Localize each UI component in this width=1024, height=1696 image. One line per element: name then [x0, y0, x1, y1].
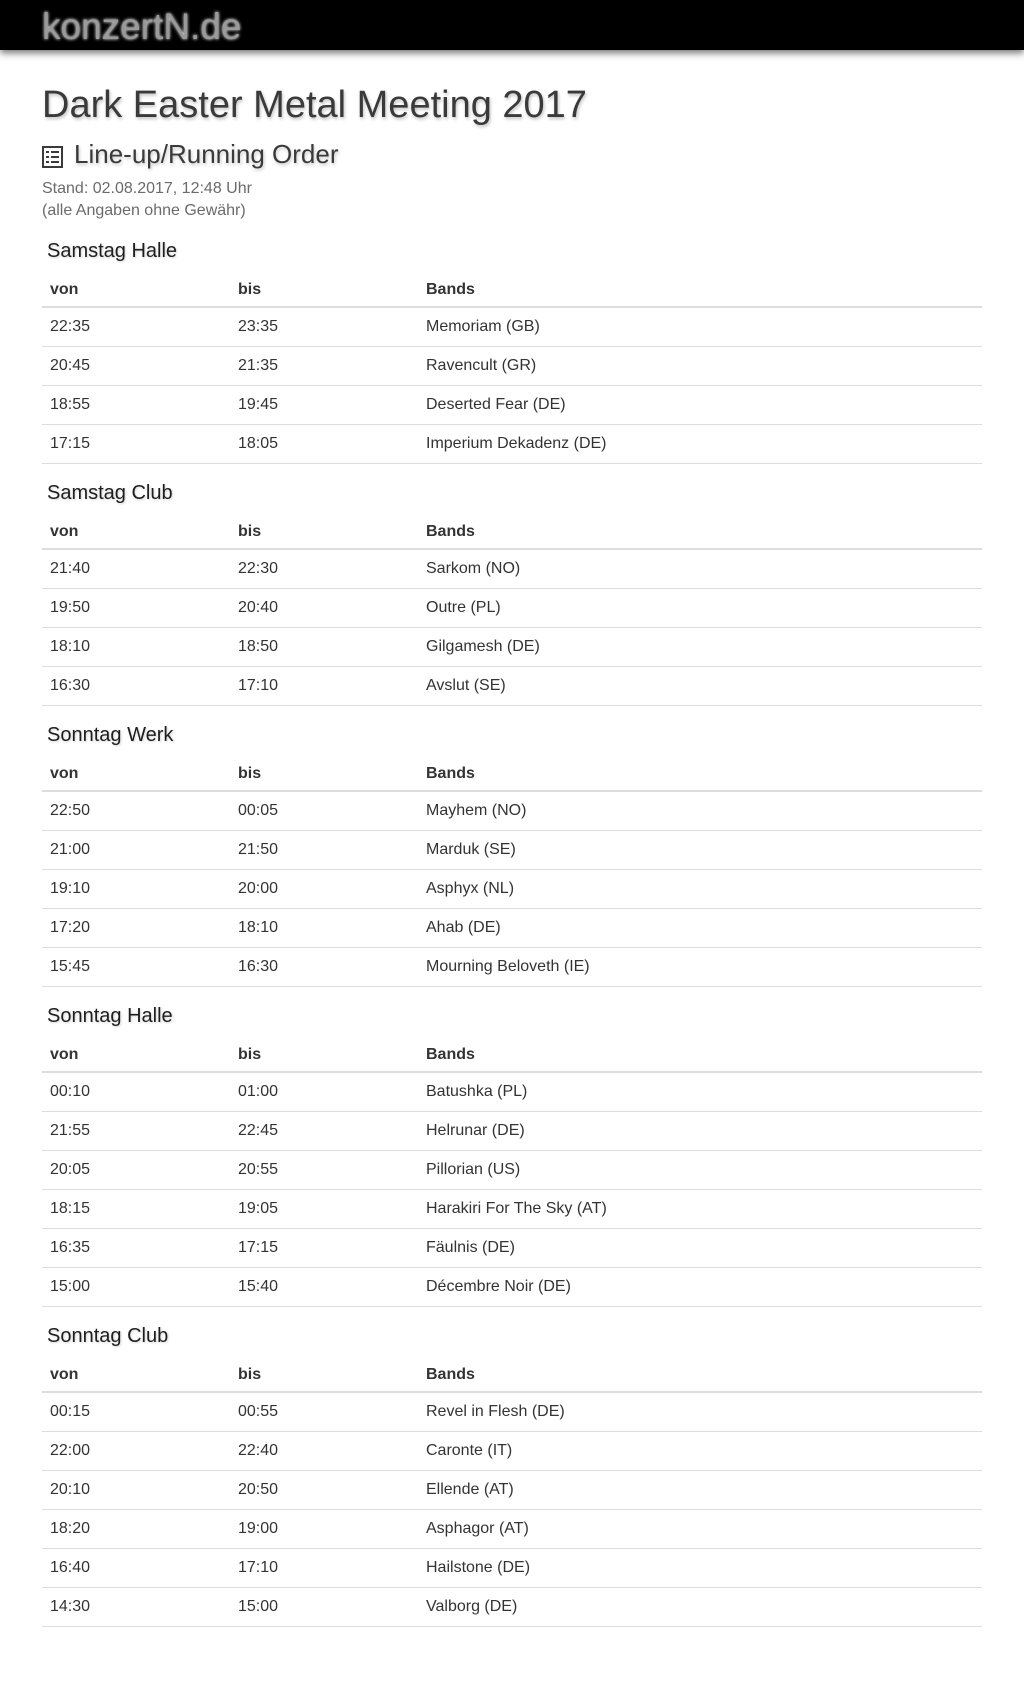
column-header-bis: bis: [230, 515, 418, 549]
table-header-row: [42, 757, 982, 791]
column-header-bands: Bands: [418, 757, 982, 791]
table-header-row: [42, 273, 982, 307]
table-row: [42, 870, 982, 909]
stage-title: Sonntag Halle: [47, 1005, 173, 1027]
start-time-cell: 21:00: [42, 831, 230, 870]
stages-container: [42, 238, 982, 1627]
start-time-cell: 17:20: [42, 909, 230, 948]
band-cell: Asphyx (NL): [418, 870, 982, 909]
column-header-bis: bis: [230, 1358, 418, 1392]
end-time-cell: 20:00: [230, 870, 418, 909]
band-cell: Memoriam (GB): [418, 307, 982, 347]
column-header-bis: bis: [230, 273, 418, 307]
end-time-cell: 20:55: [230, 1151, 418, 1190]
stand-text: Stand: 02.08.2017, 12:48 Uhr: [42, 180, 252, 197]
column-header-bis: bis: [230, 757, 418, 791]
start-time-cell: 20:05: [42, 1151, 230, 1190]
column-header-von: von: [42, 1038, 230, 1072]
table-row: [42, 347, 982, 386]
band-cell: Ellende (AT): [418, 1471, 982, 1510]
band-cell: Revel in Flesh (DE): [418, 1392, 982, 1432]
band-cell: Décembre Noir (DE): [418, 1268, 982, 1307]
table-row: [42, 831, 982, 870]
stage-title: Samstag Club: [47, 482, 173, 504]
lineup-heading: [42, 138, 982, 170]
schedule-table: [42, 1038, 982, 1307]
column-header-bands: Bands: [418, 515, 982, 549]
band-cell: Fäulnis (DE): [418, 1229, 982, 1268]
start-time-cell: 20:10: [42, 1471, 230, 1510]
start-time-cell: 16:40: [42, 1549, 230, 1588]
column-header-bands: Bands: [418, 1358, 982, 1392]
stage-title: Sonntag Club: [47, 1325, 169, 1347]
schedule-table: [42, 273, 982, 464]
band-cell: Hailstone (DE): [418, 1549, 982, 1588]
table-row: [42, 1588, 982, 1627]
stage-title: Samstag Halle: [47, 240, 178, 262]
band-cell: Avslut (SE): [418, 667, 982, 706]
band-cell: Helrunar (DE): [418, 1112, 982, 1151]
list-icon: [42, 143, 63, 165]
schedule-table: [42, 757, 982, 987]
start-time-cell: 19:50: [42, 589, 230, 628]
table-row: [42, 589, 982, 628]
meta-info: [42, 178, 982, 222]
table-row: [42, 1112, 982, 1151]
table-row: [42, 1471, 982, 1510]
start-time-cell: 17:15: [42, 425, 230, 464]
start-time-cell: 00:10: [42, 1072, 230, 1112]
start-time-cell: 14:30: [42, 1588, 230, 1627]
end-time-cell: 20:50: [230, 1471, 418, 1510]
band-cell: Sarkom (NO): [418, 549, 982, 589]
table-row: [42, 1268, 982, 1307]
end-time-cell: 17:15: [230, 1229, 418, 1268]
end-time-cell: 20:40: [230, 589, 418, 628]
start-time-cell: 16:30: [42, 667, 230, 706]
site-logo-link[interactable]: konzertN.de: [42, 6, 242, 47]
end-time-cell: 18:05: [230, 425, 418, 464]
end-time-cell: 22:40: [230, 1432, 418, 1471]
main-content: [42, 82, 982, 1637]
start-time-cell: 20:45: [42, 347, 230, 386]
end-time-cell: 15:00: [230, 1588, 418, 1627]
band-cell: Caronte (IT): [418, 1432, 982, 1471]
schedule-table: [42, 1358, 982, 1627]
column-header-von: von: [42, 515, 230, 549]
column-header-von: von: [42, 1358, 230, 1392]
table-row: [42, 425, 982, 464]
band-cell: Ravencult (GR): [418, 347, 982, 386]
table-header-row: [42, 515, 982, 549]
end-time-cell: 15:40: [230, 1268, 418, 1307]
disclaimer-text: (alle Angaben ohne Gewähr): [42, 202, 246, 219]
end-time-cell: 01:00: [230, 1072, 418, 1112]
end-time-cell: 21:50: [230, 831, 418, 870]
end-time-cell: 19:00: [230, 1510, 418, 1549]
start-time-cell: 00:15: [42, 1392, 230, 1432]
table-row: [42, 1229, 982, 1268]
band-cell: Mourning Beloveth (IE): [418, 948, 982, 987]
start-time-cell: 15:00: [42, 1268, 230, 1307]
end-time-cell: 23:35: [230, 307, 418, 347]
band-cell: Marduk (SE): [418, 831, 982, 870]
band-cell: Asphagor (AT): [418, 1510, 982, 1549]
stage-title: Sonntag Werk: [47, 724, 174, 746]
stage-section: [42, 1323, 982, 1627]
lineup-heading-text: Line-up/Running Order: [74, 139, 339, 169]
band-cell: Imperium Dekadenz (DE): [418, 425, 982, 464]
band-cell: Harakiri For The Sky (AT): [418, 1190, 982, 1229]
column-header-bis: bis: [230, 1038, 418, 1072]
table-row: [42, 1392, 982, 1432]
start-time-cell: 15:45: [42, 948, 230, 987]
column-header-von: von: [42, 273, 230, 307]
column-header-von: von: [42, 757, 230, 791]
page-title: Dark Easter Metal Meeting 2017: [42, 84, 587, 126]
band-cell: Gilgamesh (DE): [418, 628, 982, 667]
end-time-cell: 18:50: [230, 628, 418, 667]
table-row: [42, 909, 982, 948]
band-cell: Ahab (DE): [418, 909, 982, 948]
start-time-cell: 22:35: [42, 307, 230, 347]
table-row: [42, 791, 982, 831]
start-time-cell: 18:15: [42, 1190, 230, 1229]
table-row: [42, 307, 982, 347]
band-cell: Mayhem (NO): [418, 791, 982, 831]
start-time-cell: 21:55: [42, 1112, 230, 1151]
end-time-cell: 00:55: [230, 1392, 418, 1432]
stage-section: [42, 722, 982, 987]
table-row: [42, 1190, 982, 1229]
end-time-cell: 17:10: [230, 1549, 418, 1588]
schedule-table: [42, 515, 982, 706]
end-time-cell: 00:05: [230, 791, 418, 831]
end-time-cell: 19:05: [230, 1190, 418, 1229]
table-row: [42, 667, 982, 706]
band-cell: Outre (PL): [418, 589, 982, 628]
table-row: [42, 386, 982, 425]
band-cell: Valborg (DE): [418, 1588, 982, 1627]
top-navbar: [0, 0, 1024, 50]
stage-section: [42, 1003, 982, 1307]
stage-section: [42, 480, 982, 706]
end-time-cell: 21:35: [230, 347, 418, 386]
band-cell: Batushka (PL): [418, 1072, 982, 1112]
start-time-cell: 21:40: [42, 549, 230, 589]
end-time-cell: 22:30: [230, 549, 418, 589]
table-row: [42, 948, 982, 987]
column-header-bands: Bands: [418, 273, 982, 307]
table-row: [42, 1549, 982, 1588]
end-time-cell: 17:10: [230, 667, 418, 706]
start-time-cell: 18:10: [42, 628, 230, 667]
table-header-row: [42, 1038, 982, 1072]
end-time-cell: 19:45: [230, 386, 418, 425]
start-time-cell: 16:35: [42, 1229, 230, 1268]
table-row: [42, 549, 982, 589]
start-time-cell: 22:00: [42, 1432, 230, 1471]
table-row: [42, 1151, 982, 1190]
table-header-row: [42, 1358, 982, 1392]
band-cell: Deserted Fear (DE): [418, 386, 982, 425]
start-time-cell: 22:50: [42, 791, 230, 831]
band-cell: Pillorian (US): [418, 1151, 982, 1190]
end-time-cell: 16:30: [230, 948, 418, 987]
end-time-cell: 22:45: [230, 1112, 418, 1151]
start-time-cell: 18:20: [42, 1510, 230, 1549]
table-row: [42, 1072, 982, 1112]
table-row: [42, 628, 982, 667]
column-header-bands: Bands: [418, 1038, 982, 1072]
table-row: [42, 1510, 982, 1549]
table-row: [42, 1432, 982, 1471]
start-time-cell: 19:10: [42, 870, 230, 909]
stage-section: [42, 238, 982, 464]
start-time-cell: 18:55: [42, 386, 230, 425]
end-time-cell: 18:10: [230, 909, 418, 948]
